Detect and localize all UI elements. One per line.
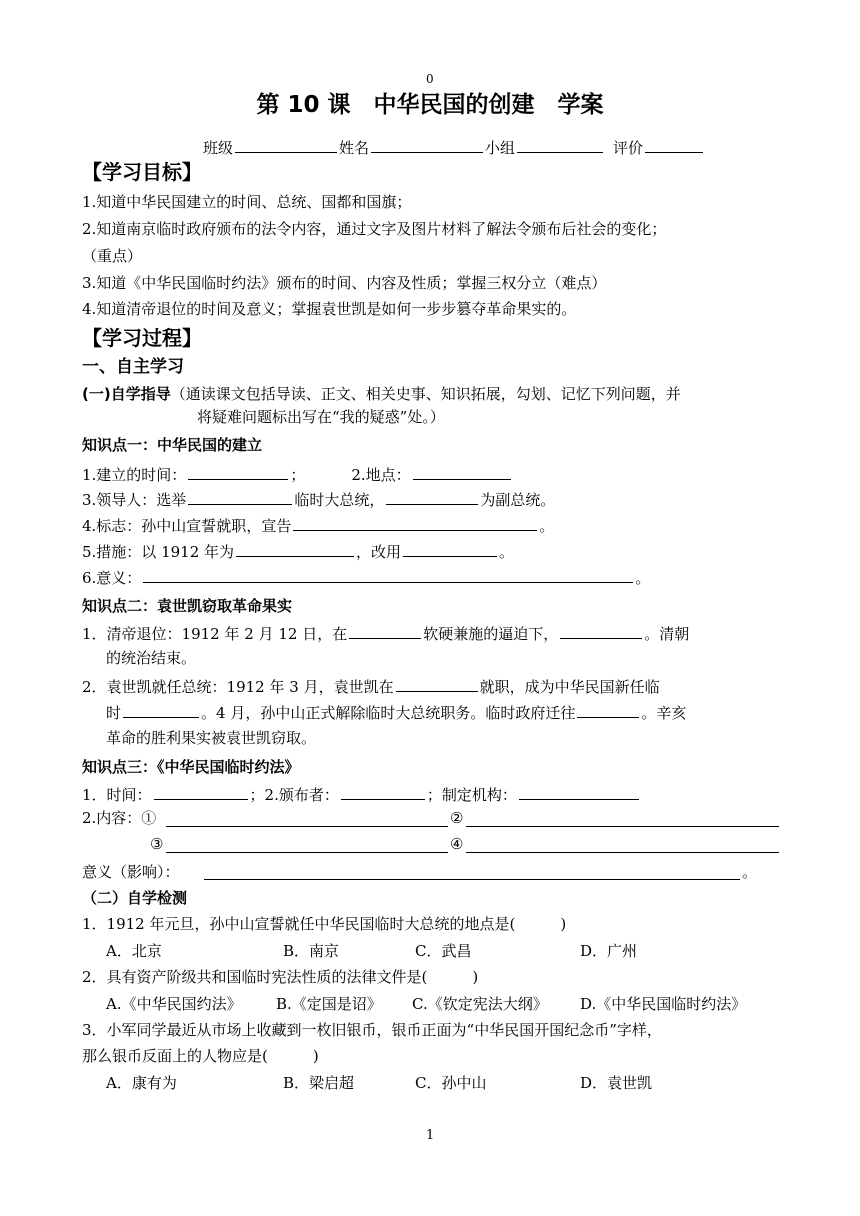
question-3: 3．小军同学最近从市场上收藏到一枚旧银币，银币正面为“中华民国开国纪念币”字样， (82, 1021, 662, 1039)
kp1-time-field[interactable] (188, 463, 288, 480)
kp2-line-2c: 革命的胜利果实被袁世凯窃取。 (106, 729, 317, 747)
question-1: 1．1912 年元旦，孙中山宣誓就任中华民国临时大总统的地点是( ) (82, 915, 567, 933)
group-label: 小组 (485, 139, 516, 157)
info-row (203, 136, 705, 158)
guide-text: （通读课文包括导读、正文、相关史事、知识拓展，勾划、记忆下列问题，并 (170, 385, 681, 403)
goal-item: 3.知道《中华民国临时约法》颁布的时间、内容及性质；掌握三权分立（难点） (82, 274, 607, 292)
kp1-line-4 (82, 514, 554, 536)
q3-option-a[interactable]: A．康有为 (106, 1074, 177, 1092)
kp2-line-2b (106, 701, 686, 723)
kp1-meaning-end: 。 (635, 569, 651, 587)
kp3-content-1-field[interactable] (166, 826, 448, 827)
kp3-significance-label: 意义（影响）： (82, 863, 180, 881)
goal-item: （重点） (82, 247, 143, 265)
kp2-line-1 (82, 622, 689, 644)
question-2: 2．具有资产阶级共和国临时宪法性质的法律文件是( ) (82, 968, 479, 986)
eval-field[interactable] (645, 136, 703, 153)
test-title: （二）自学检测 (82, 889, 188, 907)
question-3-cont: 那么银币反面上的人物应是( ) (82, 1047, 319, 1065)
kp2-title: 知识点二：袁世凯窃取革命果实 (82, 597, 293, 615)
kp1-sign-end: 。 (539, 517, 555, 535)
kp3-significance-field[interactable] (204, 879, 740, 880)
q2-option-a[interactable]: A.《中华民国约法》 (106, 995, 242, 1013)
kp1-leader-mid: 临时大总统， (294, 491, 385, 509)
kp1-president-field[interactable] (188, 488, 292, 505)
kp1-sign-field[interactable] (293, 514, 537, 531)
kp3-issuer-field[interactable] (341, 783, 425, 800)
q1-option-d[interactable]: D．广州 (580, 942, 638, 960)
kp2-yuan-prefix: 时 (106, 704, 122, 722)
kp2-place-field[interactable] (396, 675, 478, 692)
page-title: 第 10 课 中华民国的创建 学案 (256, 92, 604, 118)
class-field[interactable] (235, 136, 337, 153)
q3-option-b[interactable]: B．梁启超 (283, 1074, 355, 1092)
q2-option-d[interactable]: D.《中华民国临时约法》 (580, 995, 747, 1013)
kp1-place-label: 2.地点： (351, 466, 411, 484)
kp1-leader-label: 3.领导人：选举 (82, 491, 187, 509)
kp2-abdicate-end: 。清朝 (644, 625, 690, 643)
kp2-abdicate-mid: 软硬兼施的逼迫下， (423, 625, 559, 643)
q2-option-b[interactable]: B.《定国是诏》 (276, 995, 382, 1013)
kp1-title: 知识点一：中华民国的建立 (82, 436, 263, 454)
kp1-measure-end: 。 (499, 543, 515, 561)
kp1-line-3 (82, 488, 555, 510)
kp2-abdicate-label: 1．清帝退位：1912 年 2 月 12 日，在 (82, 625, 348, 643)
guide-line-2: 将疑难问题标出写在“我的疑惑”处。） (197, 408, 445, 426)
kp1-line-5 (82, 540, 514, 562)
name-field[interactable] (371, 136, 483, 153)
kp1-calendar-field[interactable] (403, 540, 497, 557)
kp1-measure-label: 5.措施：以 1912 年为 (82, 543, 235, 561)
kp3-significance-end: 。 (742, 863, 758, 881)
q1-option-c[interactable]: C．武昌 (415, 942, 472, 960)
kp3-time-field[interactable] (154, 783, 248, 800)
kp1-vice-field[interactable] (386, 488, 478, 505)
kp2-yuan-text: 。4 月，孙中山正式解除临时大总统职务。临时政府迁往 (201, 704, 576, 722)
kp2-yuan-mid: 就职，成为中华民国新任临 (479, 678, 660, 696)
q3-option-d[interactable]: D．袁世凯 (580, 1074, 653, 1092)
q2-option-c[interactable]: C.《钦定宪法大纲》 (412, 995, 548, 1013)
kp1-line-6 (82, 566, 650, 588)
kp2-yuan-end: 。辛亥 (641, 704, 687, 722)
kp1-line-1 (82, 463, 513, 485)
kp2-line-2 (82, 675, 660, 697)
eval-label: 评价 (613, 139, 644, 157)
q1-option-b[interactable]: B．南京 (283, 942, 340, 960)
kp1-time-label: 1.建立的时间： (82, 466, 187, 484)
kp3-content-2-field[interactable] (466, 826, 779, 827)
goal-item: 4.知道清帝退位的时间及意义；掌握袁世凯是如何一步步篡夺革命果实的。 (82, 300, 577, 318)
name-label: 姓名 (339, 139, 370, 157)
kp3-content-label: 2.内容：① (82, 809, 157, 827)
group-field[interactable] (517, 136, 603, 153)
kp3-content-3-field[interactable] (166, 852, 448, 853)
kp2-title-field[interactable] (123, 701, 199, 718)
footer-page-number: 1 (426, 1128, 435, 1143)
q1-option-a[interactable]: A．北京 (106, 942, 162, 960)
q3-option-c[interactable]: C．孙中山 (415, 1074, 487, 1092)
kp3-content-2-marker: ② (450, 809, 464, 827)
kp1-meaning-label: 6.意义： (82, 569, 142, 587)
kp1-leader-end: 为副总统。 (480, 491, 556, 509)
kp2-capital-field[interactable] (577, 701, 639, 718)
goals-heading: 【学习目标】 (82, 160, 202, 184)
class-label: 班级 (203, 139, 234, 157)
kp3-content-3-marker: ③ (150, 835, 164, 853)
goal-item: 1.知道中华民国建立的时间、总统、国都和国旗； (82, 193, 412, 211)
kp1-sign-label: 4.标志：孙中山宣誓就职，宣告 (82, 517, 292, 535)
kp1-measure-mid: ，改用 (356, 543, 402, 561)
kp3-content-4-field[interactable] (466, 852, 779, 853)
guide-line-1 (82, 384, 681, 404)
kp1-year-field[interactable] (236, 540, 354, 557)
kp3-content-4-marker: ④ (450, 835, 464, 853)
kp1-sep: ； (290, 466, 306, 484)
kp3-organ-label: ；制定机构： (426, 786, 517, 804)
guide-title: (一)自学指导 (82, 385, 171, 403)
kp3-title: 知识点三：《中华民国临时约法》 (82, 758, 300, 776)
section-self-study: 一、自主学习 (82, 357, 184, 377)
kp3-time-label: 1．时间： (82, 786, 152, 804)
kp1-meaning-field[interactable] (143, 566, 633, 583)
kp1-place-field[interactable] (413, 463, 511, 480)
process-heading: 【学习过程】 (82, 326, 202, 350)
kp2-line-1b: 的统治结束。 (106, 649, 197, 667)
kp2-yuan-label: 2．袁世凯就任总统：1912 年 3 月，袁世凯在 (82, 678, 394, 696)
kp3-organ-field[interactable] (519, 783, 639, 800)
kp3-issuer-label: ；2.颁布者： (249, 786, 339, 804)
kp2-event-field[interactable] (560, 622, 642, 639)
goal-item: 2.知道南京临时政府颁布的法令内容，通过文字及图片材料了解法令颁布后社会的变化； (82, 220, 667, 238)
kp3-line-1 (82, 783, 641, 805)
header-page-number: 0 (426, 72, 434, 86)
kp2-person-field[interactable] (349, 622, 421, 639)
